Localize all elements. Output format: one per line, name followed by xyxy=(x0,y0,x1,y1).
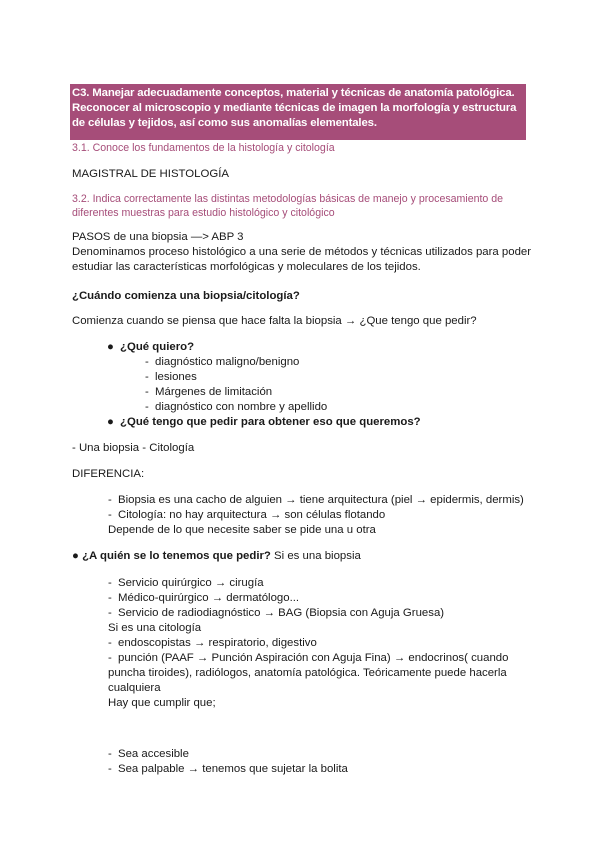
dash-marker: - xyxy=(145,371,149,383)
list-item xyxy=(108,576,264,591)
subtitle-fundamentos: 3.1. Conoce los fundamentos de la histología y citología xyxy=(72,142,335,154)
pasos-line: PASOS de una biopsia —> ABP 3 xyxy=(72,231,244,243)
banner-line: de células y tejidos, así como sus anomalías elementales. xyxy=(72,117,377,129)
list-item xyxy=(108,493,524,508)
bullet-label: ¿Qué quiero? xyxy=(120,341,195,353)
banner-line: Reconocer al microscopio y mediante técnicas de imagen la morfología y estructura xyxy=(72,102,517,114)
types-line: - Una biopsia - Citología xyxy=(72,442,195,454)
dash-marker: - xyxy=(108,607,112,619)
bullet-label: ¿Qué tengo que pedir para obtener eso que queremos? xyxy=(120,416,421,428)
dash-marker: - xyxy=(108,509,112,521)
list-item-text: Sea palpable → tenemos que sujetar la bolita xyxy=(118,763,348,775)
competency-banner xyxy=(70,84,526,140)
answer-cuando: Comienza cuando se piensa que hace falta la biopsia → ¿Que tengo que pedir? xyxy=(72,315,477,327)
dash-marker: - xyxy=(108,494,112,506)
list-item xyxy=(108,508,385,523)
list-item xyxy=(108,636,317,651)
bullet-marker: ● xyxy=(107,416,114,428)
bullet-que-quiero xyxy=(107,340,194,355)
list-item-text: Biopsia es una cacho de alguien → tiene arquitectura (piel → epidermis, dermis) xyxy=(118,494,524,506)
list-item xyxy=(145,385,272,400)
dash-marker: - xyxy=(108,637,112,649)
cumplir-label: Hay que cumplir que; xyxy=(108,697,216,709)
list-item-text: Servicio de radiodiagnóstico → BAG (Biopsia con Aguja Gruesa) xyxy=(118,607,445,619)
dash-marker: - xyxy=(108,652,112,664)
list-item xyxy=(145,370,197,385)
list-item-text: diagnóstico con nombre y apellido xyxy=(155,401,328,413)
depende-line: Depende de lo que necesite saber se pide una u otra xyxy=(108,524,376,536)
question-cuando: ¿Cuándo comienza una biopsia/citología? xyxy=(72,290,300,302)
list-item xyxy=(108,591,299,606)
question-a-quien xyxy=(72,549,361,564)
list-item-text: lesiones xyxy=(155,371,197,383)
list-item-text: diagnóstico maligno/benigno xyxy=(155,356,300,368)
diferencia-label: DIFERENCIA: xyxy=(72,468,145,480)
list-item xyxy=(145,355,299,370)
dash-marker: - xyxy=(108,577,112,589)
dash-marker: - xyxy=(145,401,149,413)
list-item xyxy=(108,606,444,621)
question-rest: Si es una biopsia xyxy=(270,550,361,562)
heading-magistral: MAGISTRAL DE HISTOLOGÍA xyxy=(72,168,229,180)
banner-line: C3. Manejar adecuadamente conceptos, material y técnicas de anatomía patológica. xyxy=(72,87,515,99)
intro-line-2: estudiar las características morfológicas y moleculares de los tejidos. xyxy=(72,261,421,273)
list-item xyxy=(108,651,508,666)
list-item-text: Márgenes de limitación xyxy=(155,386,273,398)
list-item-text: Servicio quirúrgico → cirugía xyxy=(118,577,264,589)
list-item xyxy=(108,747,189,762)
list-item-text: punción (PAAF → Punción Aspiración con Aguja Fina) → endocrinos( cuando xyxy=(118,652,509,664)
citologia-label: Si es una citología xyxy=(108,622,202,634)
dash-marker: - xyxy=(108,763,112,775)
dash-marker: - xyxy=(108,592,112,604)
dash-marker: - xyxy=(145,386,149,398)
question-bold: ¿A quién se lo tenemos que pedir? xyxy=(82,550,271,562)
list-item xyxy=(145,400,327,415)
list-item-text: Citología: no hay arquitectura → son células flotando xyxy=(118,509,386,521)
list-item-text: endoscopistas → respiratorio, digestivo xyxy=(118,637,317,649)
bullet-marker: ● xyxy=(72,550,79,562)
puncion-continuation-1: puncha tiroides), radiólogos, anatomía patológica. Teóricamente puede hacerla xyxy=(108,667,507,679)
bullet-que-pedir xyxy=(107,415,421,430)
puncion-continuation-2: cualquiera xyxy=(108,682,161,694)
list-item xyxy=(108,762,348,777)
intro-line-1: Denominamos proceso histológico a una serie de métodos y técnicas utilizados para poder xyxy=(72,246,532,258)
bullet-marker: ● xyxy=(107,341,114,353)
dash-marker: - xyxy=(108,748,112,760)
dash-marker: - xyxy=(145,356,149,368)
subtitle-metodologias-2: diferentes muestras para estudio histológico y citológico xyxy=(72,207,335,219)
subtitle-metodologias-1: 3.2. Indica correctamente las distintas metodologías básicas de manejo y procesamiento de xyxy=(72,193,504,205)
list-item-text: Sea accesible xyxy=(118,748,189,760)
list-item-text: Médico-quirúrgico → dermatólogo... xyxy=(118,592,300,604)
